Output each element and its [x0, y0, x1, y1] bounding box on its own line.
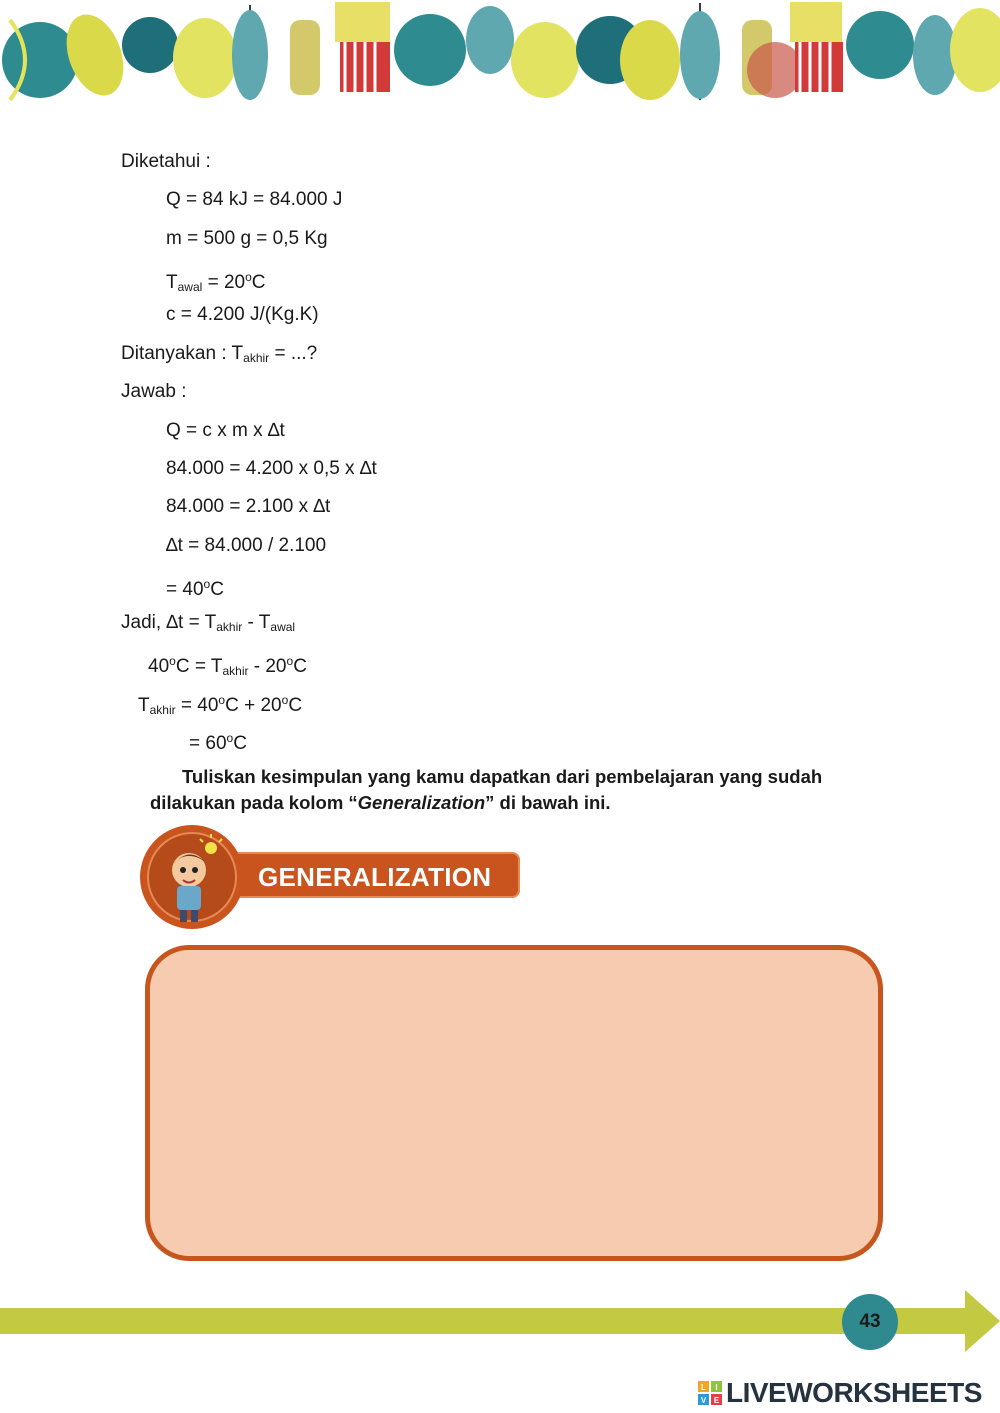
- subscript-akhir: akhir: [216, 620, 243, 634]
- ditanyakan-prefix: Ditanyakan : T: [121, 343, 244, 364]
- diketahui-label: Diketahui :: [121, 151, 211, 172]
- degree-superscript: o: [245, 270, 252, 284]
- ditanyakan-line: [121, 342, 317, 370]
- subscript-akhir: akhir: [149, 703, 176, 717]
- degree-superscript: o: [218, 693, 226, 707]
- degree-superscript: o: [281, 693, 289, 707]
- subscript-awal: awal: [177, 280, 203, 294]
- teacher-avatar-icon: [137, 822, 247, 932]
- equation-line-3: [138, 688, 302, 722]
- value-text: = 60: [189, 733, 227, 754]
- unit-text: C: [233, 733, 247, 754]
- subscript-akhir: akhir: [222, 664, 249, 678]
- given-initial-temp: [166, 265, 266, 299]
- symbol-t: T: [166, 272, 178, 293]
- instruction-line-1: Tuliskan kesimpulan yang kamu dapatkan dari pembelajaran yang sudah: [182, 766, 823, 787]
- generalization-title: GENERALIZATION: [258, 862, 492, 892]
- unit-text: C: [288, 695, 303, 716]
- subscript-akhir: akhir: [243, 351, 270, 365]
- leaf-cluster-2: [290, 2, 579, 98]
- degree-superscript: o: [169, 654, 176, 668]
- symbol-t: T: [138, 695, 150, 716]
- instruction-italic: Generalization: [357, 792, 486, 813]
- jadi-line: [121, 611, 295, 639]
- brand-name: LIVEWORKSHEETS: [726, 1377, 982, 1408]
- degree-superscript: o: [203, 577, 211, 591]
- jadi-mid: - T: [242, 612, 271, 633]
- jawab-label: Jawab :: [121, 381, 187, 402]
- given-specific-heat: c = 4.200 J/(Kg.K): [166, 304, 319, 325]
- subscript-awal: awal: [270, 620, 296, 634]
- value-text: C = T: [175, 656, 223, 677]
- jadi-prefix: Jadi, ∆t = T: [121, 612, 217, 633]
- instruction-paragraph: [150, 764, 890, 816]
- degree-superscript: o: [286, 654, 294, 668]
- equation-line-2: [148, 649, 307, 683]
- value-text: 40: [148, 656, 170, 677]
- logo-letter-v: V: [700, 1396, 707, 1405]
- leaf-cluster-1: [2, 5, 268, 103]
- unit-text: C: [210, 579, 224, 600]
- instruction-line-2b: ” di bawah ini.: [485, 792, 611, 813]
- step-substitute: 84.000 = 4.200 x 0,5 x ∆t: [166, 458, 377, 479]
- logo-letter-l: L: [701, 1383, 706, 1392]
- value-text: C + 20: [225, 695, 282, 716]
- logo-letter-e: E: [713, 1396, 720, 1405]
- liveworksheets-brand: [698, 1377, 982, 1409]
- page-number: 43: [842, 1294, 898, 1350]
- value-text: - 20: [248, 656, 287, 677]
- generalization-answer-box[interactable]: [145, 945, 883, 1261]
- liveworksheets-logo-icon: [698, 1381, 722, 1405]
- logo-letter-i: I: [715, 1383, 718, 1392]
- step-divide: ∆t = 84.000 / 2.100: [166, 535, 327, 556]
- value-text: = 20: [202, 272, 246, 293]
- value-text: = 40: [175, 695, 219, 716]
- result-value: = 40: [166, 579, 204, 600]
- equation-line-4: [189, 726, 247, 756]
- step-formula: Q = c x m x ∆t: [166, 420, 285, 441]
- degree-superscript: o: [226, 731, 234, 745]
- step-result: [166, 572, 224, 602]
- unit-text: C: [293, 656, 307, 677]
- step-simplify: 84.000 = 2.100 x ∆t: [166, 496, 331, 517]
- ditanyakan-suffix: = ...?: [269, 343, 318, 364]
- leaf-cluster-3: [576, 2, 1000, 100]
- given-mass: m = 500 g = 0,5 Kg: [166, 228, 328, 249]
- given-heat: Q = 84 kJ = 84.000 J: [166, 189, 343, 210]
- unit-text: C: [251, 272, 266, 293]
- decorative-leaf-banner: [0, 0, 1000, 110]
- instruction-line-2a: dilakukan pada kolom “: [150, 792, 358, 813]
